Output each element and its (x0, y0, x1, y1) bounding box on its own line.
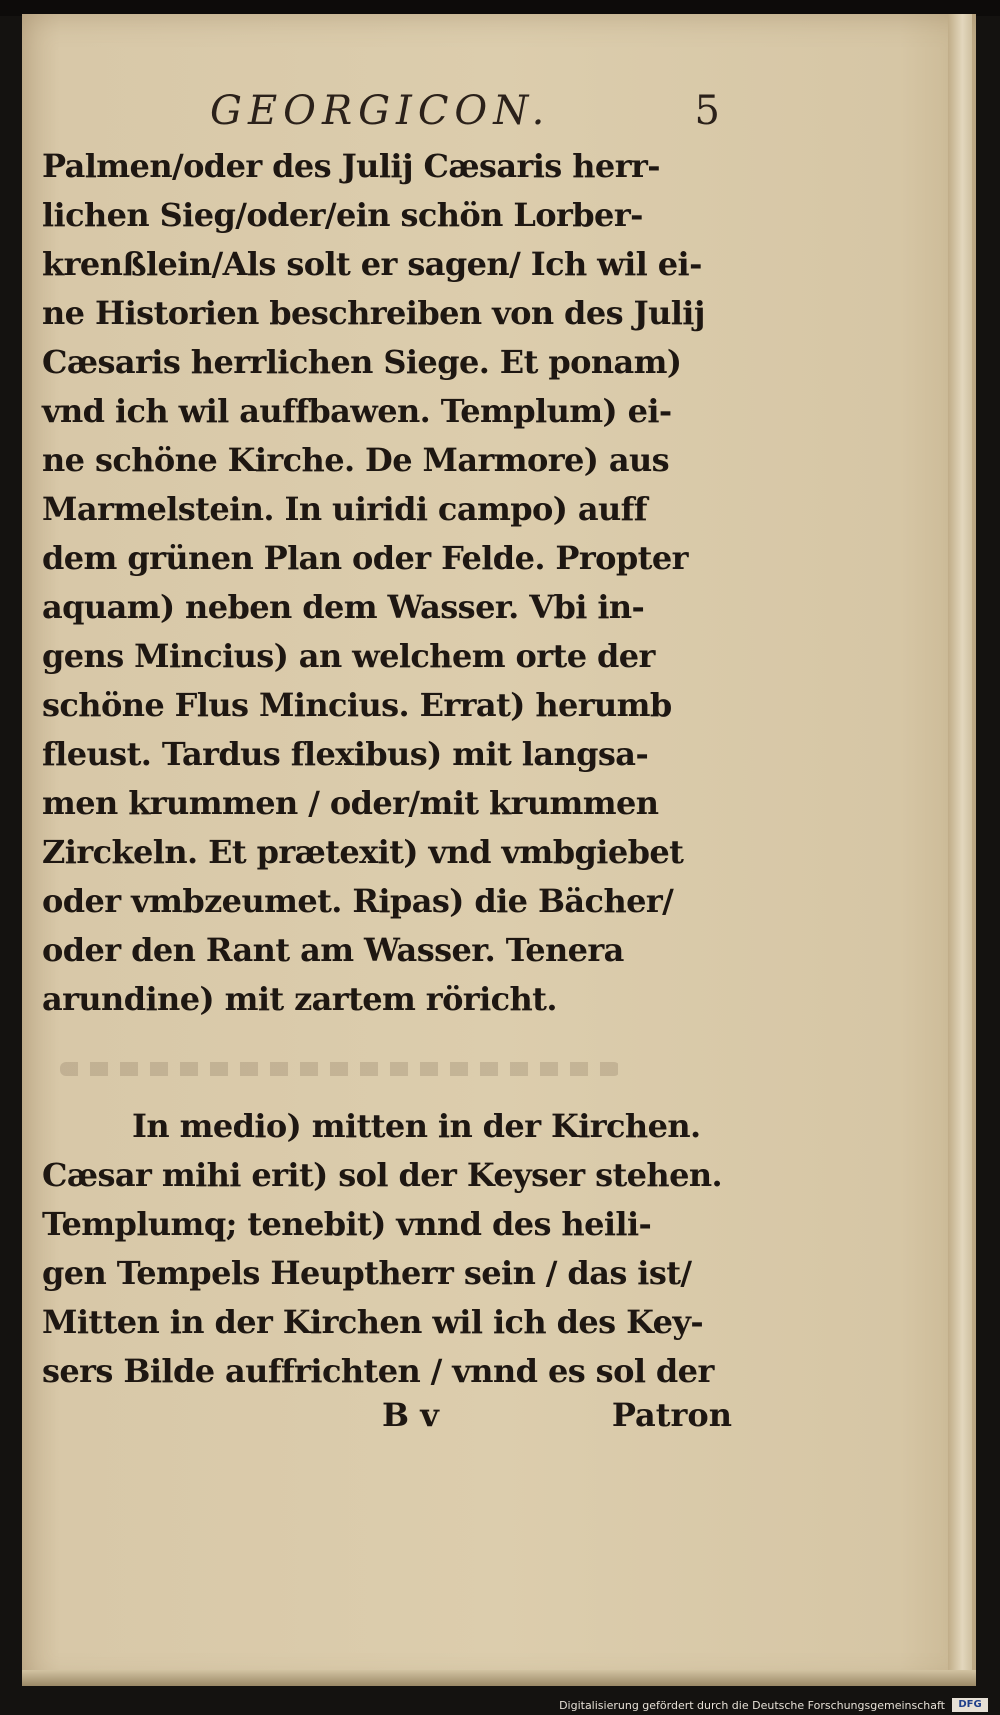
text-line: arundine) mit zartem röricht. (42, 980, 557, 1018)
text-line: gen Tempels Heuptherr sein / das ist/ (42, 1254, 692, 1292)
text-line: sers Bilde auffrichten / vnnd es sol der (42, 1352, 714, 1390)
signature-mark: B v (382, 1396, 439, 1434)
text-line: aquam) neben dem Wasser. Vbi in- (42, 588, 645, 626)
page-header (200, 88, 720, 138)
text-line: Zirckeln. Et prætexit) vnd vmbgiebet (42, 833, 684, 871)
text-line: Cæsar mihi erit) sol der Keyser stehen. (42, 1156, 723, 1194)
text-line: fleust. Tardus flexibus) mit langsa- (42, 735, 649, 773)
running-head: GEORGICON. (210, 88, 551, 134)
text-line: Marmelstein. In uiridi campo) auff (42, 490, 647, 528)
text-line: In medio) mitten in der Kirchen. (132, 1107, 701, 1145)
text-line: ne Historien beschreiben von des Julij (42, 294, 705, 332)
page-number: 5 (694, 88, 720, 134)
text-line: dem grünen Plan oder Felde. Propter (42, 539, 688, 577)
text-line: men krummen / oder/mit krummen (42, 784, 659, 822)
text-line: Cæsaris herrlichen Siege. Et ponam) (42, 343, 682, 381)
text-line: vnd ich wil auffbawen. Templum) ei- (42, 392, 672, 430)
dfg-logo: DFG (952, 1698, 988, 1712)
text-line: Mitten in der Kirchen wil ich des Key- (42, 1303, 704, 1341)
digitization-credit: Digitalisierung gefördert durch die Deutsche Forschungsgemeinschaft (556, 1698, 948, 1713)
catchword: Patron (611, 1396, 732, 1434)
text-line: schöne Flus Mincius. Errat) herumb (42, 686, 672, 724)
page-edge-right (948, 14, 972, 1686)
paragraph-commentary-1 (42, 142, 732, 1024)
text-line: gens Mincius) an welchem orte der (42, 637, 655, 675)
text-line: oder den Rant am Wasser. Tenera (42, 931, 624, 969)
paragraph-commentary-2 (42, 1102, 732, 1396)
text-line: krenßlein/Als solt er sagen/ Ich wil ei- (42, 245, 702, 283)
show-through-text (60, 1062, 620, 1076)
text-line: ne schöne Kirche. De Marmore) aus (42, 441, 670, 479)
text-line: oder vmbzeumet. Ripas) die Bächer/ (42, 882, 674, 920)
page-edge-bottom (22, 1670, 976, 1686)
text-line: Palmen/oder des Julij Cæsaris herr- (42, 147, 660, 185)
text-line: Templumq; tenebit) vnnd des heili- (42, 1205, 652, 1243)
text-line: lichen Sieg/oder/ein schön Lorber- (42, 196, 643, 234)
page-footer (42, 1396, 732, 1446)
